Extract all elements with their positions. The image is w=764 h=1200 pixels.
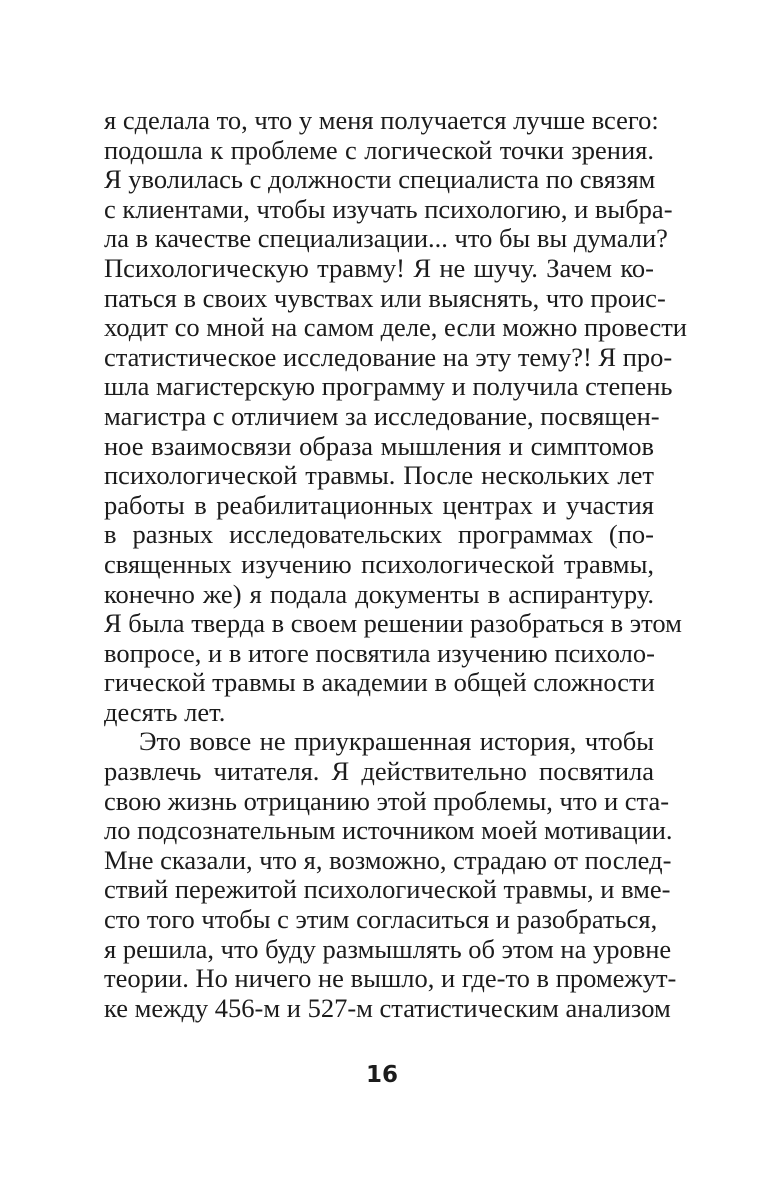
- text-line: ло подсознательным источником моей мотивации.: [104, 815, 673, 846]
- text-line: статистическое исследование на эту тему?! Я про-: [104, 341, 673, 372]
- text-line: ное взаимосвязи образа мышления и симптомов: [104, 430, 654, 461]
- text-line: Психологическую травму! Я не шучу. Зачем ко-: [104, 252, 654, 283]
- text-line: с клиентами, чтобы изучать психологию, и выбра-: [104, 193, 673, 224]
- text-line: развлечь читателя. Я действительно посвятила: [104, 756, 654, 787]
- text-line: психологической травмы. После нескольких лет: [104, 460, 654, 491]
- text-line: Я уволилась с должности специалиста по связям: [104, 164, 656, 195]
- text-line: Я была тверда в своем решении разобраться в этом: [104, 608, 682, 639]
- text-line: ходит со мной на самом деле, если можно провести: [104, 312, 687, 343]
- text-line: магистра с отличием за исследование, посвящен-: [104, 400, 660, 431]
- page-number: 16: [365, 1062, 398, 1088]
- text-line: ке между 456-м и 527-м статистическим анализом: [104, 992, 671, 1023]
- text-line: я решила, что буду размышлять об этом на уровне: [104, 933, 672, 964]
- text-line: теории. Но ничего не вышло, и где-то в промежут-: [104, 963, 677, 994]
- text-line: ствий пережитой психологической травмы, и вме-: [104, 874, 671, 905]
- text-line: паться в своих чувствах или выяснять, что проис-: [104, 282, 666, 313]
- text-line: священных изучению психологической травмы,: [104, 548, 654, 579]
- text-line: Мне сказали, что я, возможно, страдаю от послед-: [104, 844, 672, 875]
- text-line: подошла к проблеме с логической точки зрения.: [104, 134, 654, 165]
- text-line: десять лет.: [104, 696, 226, 727]
- text-line: я сделала то, что у меня получается лучше всего:: [104, 105, 659, 135]
- text-line: ла в качестве специализации... что бы вы думали?: [104, 223, 668, 254]
- text-line: Это вовсе не приукрашенная история, чтобы: [139, 726, 654, 757]
- text-line: конечно же) я подала документы в аспирантуру.: [104, 578, 654, 609]
- text-line: шла магистерскую программу и получила степень: [104, 371, 673, 402]
- body-text: [104, 105, 687, 1023]
- text-line: работы в реабилитационных центрах и участия: [104, 489, 654, 520]
- text-line: вопросе, и в итоге посвятила изучению психоло-: [104, 637, 655, 668]
- text-line: гической травмы в академии в общей сложности: [104, 667, 655, 698]
- text-line: свою жизнь отрицанию этой проблемы, что и ста-: [104, 785, 670, 816]
- text-line: в разных исследовательских программах (по-: [104, 519, 654, 550]
- text-line: сто того чтобы с этим согласиться и разобраться,: [104, 904, 658, 935]
